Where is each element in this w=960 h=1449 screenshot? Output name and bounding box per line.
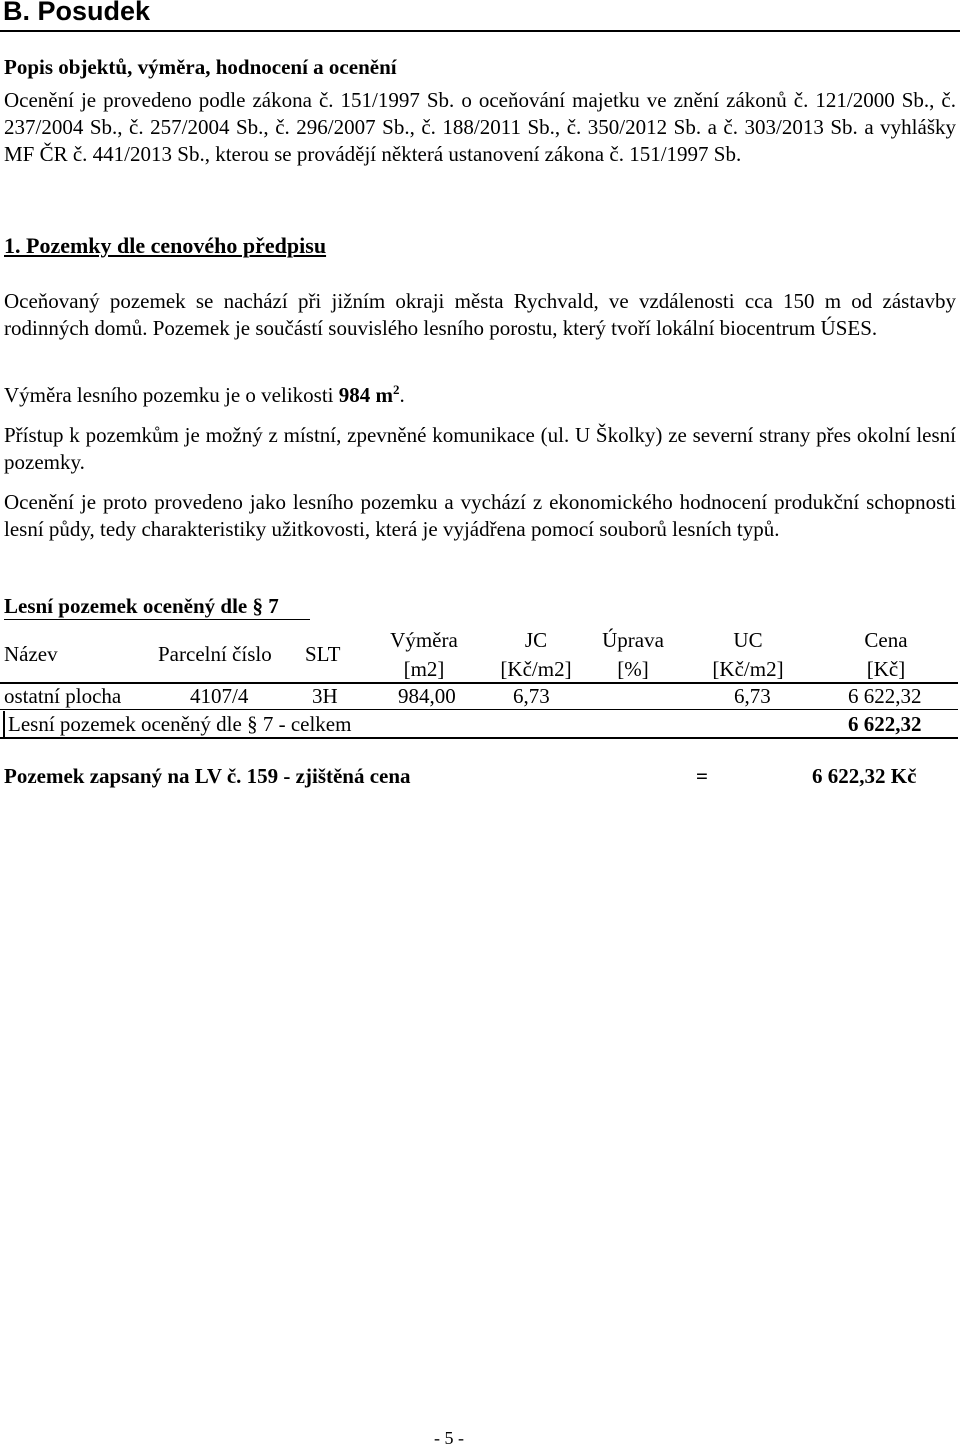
- valuation-paragraph: Ocenění je proto provedeno jako lesního pozemku a vychází z ekonomického hodnocení produkční schopnosti lesní půdy, tedy charakteristiky užitkovosti, která je vyjádřena pomocí souborů lesních typů.: [4, 490, 956, 541]
- cell-uc: 6,73: [734, 684, 771, 708]
- header-cena: Cena [Kč]: [864, 628, 908, 681]
- table-bottom-rule: [0, 737, 958, 739]
- area-end: .: [399, 383, 405, 407]
- header-uprava: Úprava [%]: [602, 628, 664, 681]
- final-equals: =: [696, 764, 708, 788]
- total-label: Lesní pozemek oceněný dle § 7 - celkem: [8, 712, 352, 736]
- cell-slt: 3H: [312, 684, 338, 708]
- cell-jc: 6,73: [513, 684, 550, 708]
- intro-paragraph: Ocenění je provedeno podle zákona č. 151/1997 Sb. o oceňování majetku ve znění zákonů č. 121/2000 Sb., č. 237/2004 Sb., č. 257/2004 Sb., č. 296/2007 Sb., č. 188/2011 Sb., č. 350/2012 Sb. a č. 303/2013 Sb. a vyhlášky MF ČR č. 441/2013 Sb., kterou se provádějí některá ustanovení zákona č. 151/1997 Sb.: [4, 88, 956, 166]
- header-slt: SLT: [305, 642, 341, 666]
- total-row-left-border: [3, 711, 5, 737]
- final-label: Pozemek zapsaný na LV č. 159 - zjištěná cena: [4, 764, 411, 788]
- header-nazev: Název: [4, 642, 58, 666]
- area-text: Výměra lesního pozemku je o velikosti: [4, 383, 339, 407]
- section-heading: Popis objektů, výměra, hodnocení a ocenění: [4, 55, 397, 79]
- title-rule: [0, 30, 960, 32]
- cell-cena: 6 622,32: [848, 684, 922, 708]
- total-value: 6 622,32: [848, 712, 922, 736]
- cell-vymera: 984,00: [398, 684, 456, 708]
- page-number: - 5 -: [434, 1428, 464, 1448]
- header-jc: JC [Kč/m2]: [500, 628, 572, 681]
- final-value: 6 622,32 Kč: [812, 764, 917, 788]
- table-heading-underline: [4, 619, 310, 620]
- header-parcelni-cislo: Parcelní číslo: [158, 642, 272, 666]
- subsection-heading: 1. Pozemky dle cenového předpisu: [4, 233, 327, 258]
- table-heading: Lesní pozemek oceněný dle § 7: [4, 594, 279, 618]
- location-paragraph: Oceňovaný pozemek se nachází při jižním okraji města Rychvald, ve vzdálenosti cca 150 m od zástavby rodinných domů. Pozemek je součástí souvislého lesního porostu, který tvoří lokální biocentrum ÚSES.: [4, 289, 956, 340]
- document-title: B. Posudek: [3, 0, 151, 26]
- header-vymera: Výměra [m2]: [390, 628, 458, 681]
- row-rule: [0, 709, 958, 710]
- table-header-rule: [0, 682, 958, 684]
- header-uc: UC [Kč/m2]: [712, 628, 784, 681]
- access-paragraph: Přístup k pozemkům je možný z místní, zpevněné komunikace (ul. U Školky) ze severní strany přes okolní lesní pozemky.: [4, 423, 956, 474]
- area-sup: 2: [393, 382, 400, 397]
- area-value: 984 m: [338, 383, 394, 407]
- area-line: [4, 382, 405, 408]
- cell-parcelni-cislo: 4107/4: [190, 684, 249, 708]
- cell-nazev: ostatní plocha: [4, 684, 122, 708]
